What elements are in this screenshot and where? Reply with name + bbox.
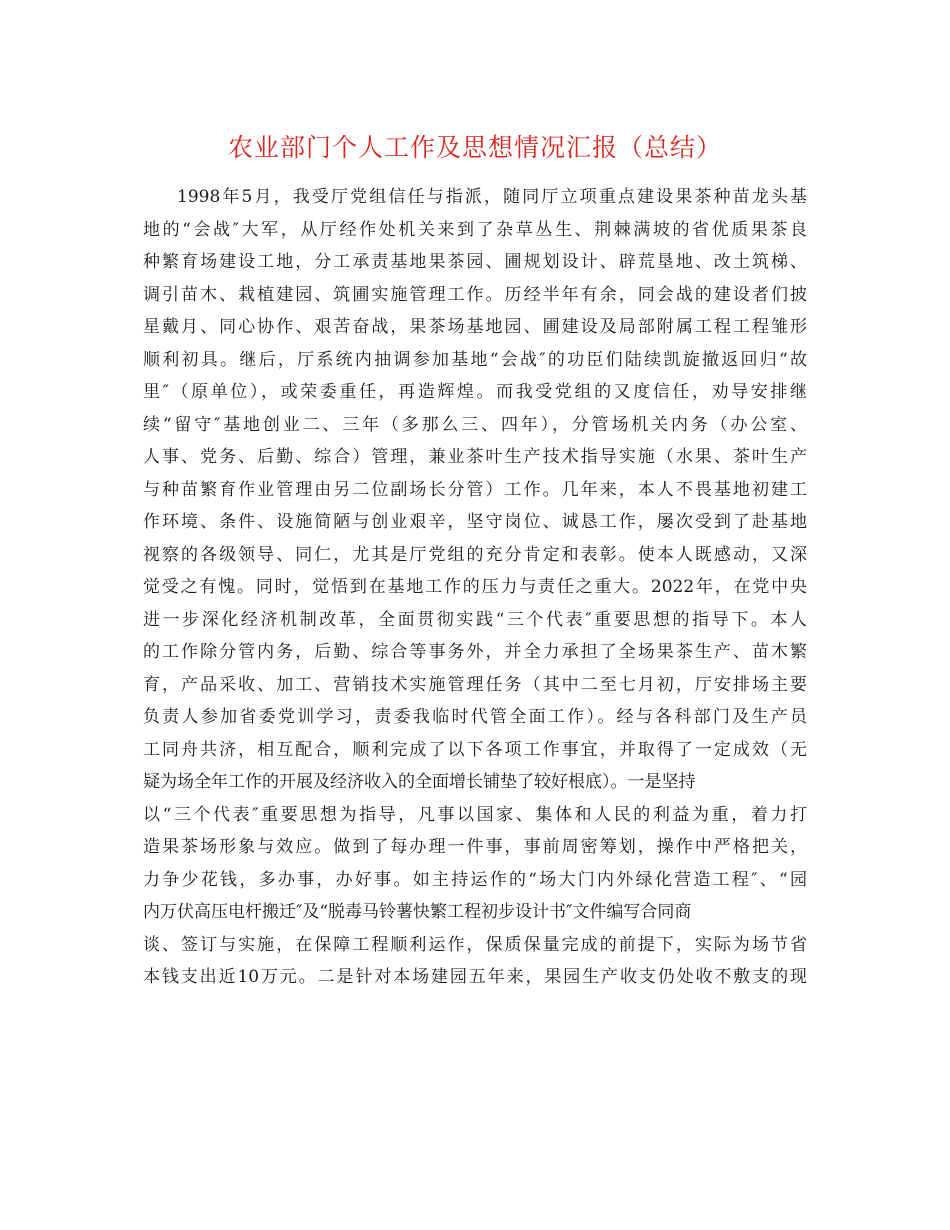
text-line: 的工作除分管内务，后勤、综合等事务外，并全力承担了全场果茶生产、苗木繁 (143, 642, 807, 662)
text-line: 作环境、条件、设施简陋与创业艰辛，坚守岗位、诚恳工作，屡次受到了赴基地 (143, 512, 807, 532)
text-line: 内万伏高压电杆搬迁″及“脱毒马铃薯快繁工程初步设计书″文件编写合同商 (143, 902, 692, 922)
text-line: 谈、签订与实施，在保障工程顺利运作，保质保量完成的前提下，实际为场节省 (143, 934, 807, 955)
text-line: 里″（原单位），或荣委重任，再造辉煌。而我受党组的又度信任，劝导安排继 (143, 382, 807, 402)
text-line: 地的“会战″大军，从厅经作处机关来到了杂草丛生、荆棘满坡的省优质果茶良 (143, 219, 807, 240)
text-line: 育，产品采收、加工、营销技术实施管理任务（其中二至七月初，厅安排场主要 (143, 674, 807, 695)
text-line: 种繁育场建设工地，分工承责基地果茶园、圃规划设计、辟荒垦地、改土筑梯、 (143, 252, 807, 272)
text-line: 觉受之有愧。同时，觉悟到在基地工作的压力与责任之重大。2022年，在党中央 (143, 577, 807, 597)
text-line: 人事、党务、后勤、综合）管理，兼业茶叶生产技术指导实施（水果、茶叶生产 (143, 447, 807, 467)
text-line: 续“留守″基地创业二、三年（多那么三、四年），分管场机关内务（办公室、 (143, 414, 807, 435)
text-line: 调引苗木、栽植建园、筑圃实施管理工作。历经半年有余，同会战的建设者们披 (143, 284, 807, 305)
text-line: 工同舟共济，相互配合，顺利完成了以下各项工作事宜，并取得了一定成效（无 (143, 739, 807, 760)
text-line: 进一步深化经济机制改革，全面贯彻实践“三个代表″重要思想的指导下。本人 (143, 609, 807, 630)
text-line: 以“三个代表″重要思想为指导，凡事以国家、集体和人民的利益为重，着力打 (143, 804, 807, 825)
page-title: 农业部门个人工作及思想情况汇报（总结） (227, 133, 722, 162)
text-line: 星戴月、同心协作、艰苦奋战，果茶场基地园、圃建设及局部附属工程工程雏形 (143, 317, 807, 337)
text-line: 视察的各级领导、同仁，尤其是厅党组的充分肯定和表彰。使本人既感动，又深 (143, 544, 807, 565)
text-line: 疑为场全年工作的开展及经济收入的全面增长铺垫了较好根底）。一是坚持 (143, 772, 696, 792)
text-line: 负责人参加省委党训学习，责委我临时代管全面工作）。经与各科部门及生产员 (143, 707, 807, 727)
text-line: 力争少花钱，多办事，办好事。如主持运作的“场大门内外绿化营造工程″、“园 (143, 869, 807, 890)
text-line: 本钱支出近10万元。二是针对本场建园五年来，果园生产收支仍处收不敷支的现 (143, 967, 807, 987)
text-line: 1998年5月，我受厅党组信任与指派，随同厅立项重点建设果茶种苗龙头基 (177, 187, 807, 207)
text-line: 顺利初具。继后，厅系统内抽调参加基地“会战″的功臣们陆续凯旋撤返回归“故 (143, 349, 807, 370)
text-line: 造果茶场形象与效应。做到了每办理一件事，事前周密筹划，操作中严格把关， (143, 837, 807, 857)
body-paragraph (143, 181, 807, 994)
text-line: 与种苗繁育作业管理由另二位副场长分管）工作。几年来，本人不畏基地初建工 (143, 479, 807, 500)
